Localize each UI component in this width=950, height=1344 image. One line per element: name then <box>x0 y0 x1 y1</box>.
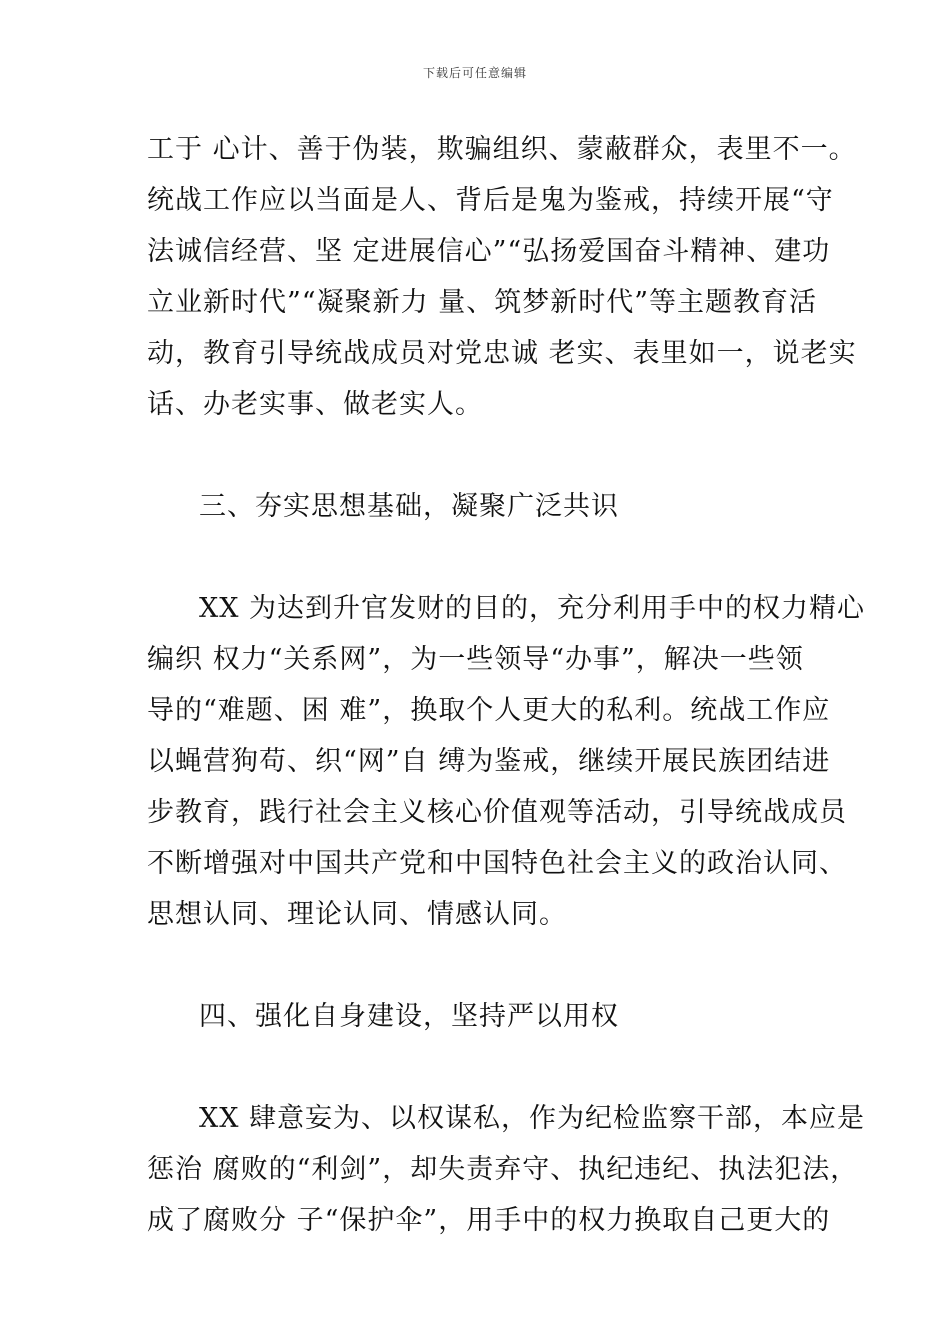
text-line: 惩治 腐败的“利剑”，却失责弃守、执纪违纪、执法犯法， <box>147 1154 859 1185</box>
text-line: 步教育，践行社会主义核心价值观等活动，引导统战成员 <box>147 797 847 828</box>
text-line: 不断增强对中国共产党和中国特色社会主义的政治认同、 <box>147 848 847 879</box>
text-line: XX 肆意妄为、以权谋私，作为纪检监察干部，本应是 <box>199 1103 866 1134</box>
section-heading-4: 四、强化自身建设，坚持严以用权 <box>199 1001 619 1032</box>
paragraph-spacer <box>147 430 827 481</box>
text-line: XX 为达到升官发财的目的，充分利用手中的权力精心 <box>199 593 866 624</box>
text-line: 导的“难题、困 难”，换取个人更大的私利。统战工作应 <box>147 695 831 726</box>
paragraph-spacer <box>147 940 827 991</box>
paragraph-continuation <box>147 124 857 430</box>
paragraph-section-3 <box>147 583 866 940</box>
text-line: 话、办老实事、做老实人。 <box>147 389 483 420</box>
document-body <box>147 124 866 1246</box>
paragraph-section-4 <box>147 1093 866 1246</box>
text-line: 编织 权力“关系网”，为一些领导“办事”，解决一些领 <box>147 644 804 675</box>
page-header: 下载后可任意编辑 <box>422 66 527 80</box>
section-heading-3: 三、夯实思想基础，凝聚广泛共识 <box>199 491 619 522</box>
paragraph-spacer <box>147 532 827 583</box>
text-line: 成了腐败分 子“保护伞”，用手中的权力换取自己更大的 <box>147 1205 831 1236</box>
text-line: 动，教育引导统战成员对党忠诚 老实、表里如一，说老实 <box>147 338 857 369</box>
text-line: 思想认同、理论认同、情感认同。 <box>147 899 567 930</box>
text-line: 立业新时代”“凝聚新力 量、筑梦新时代”等主题教育活 <box>147 287 817 318</box>
text-line: 法诚信经营、坚 定进展信心”“弘扬爱国奋斗精神、建功 <box>147 236 831 267</box>
text-line: 工于 心计、善于伪装，欺骗组织、蒙蔽群众，表里不一。 <box>147 134 857 165</box>
text-line: 统战工作应以当面是人、背后是鬼为鉴戒，持续开展“守 <box>147 185 834 216</box>
text-line: 以蝇营狗苟、织“网”自 缚为鉴戒，继续开展民族团结进 <box>147 746 831 777</box>
paragraph-spacer <box>147 1042 827 1093</box>
